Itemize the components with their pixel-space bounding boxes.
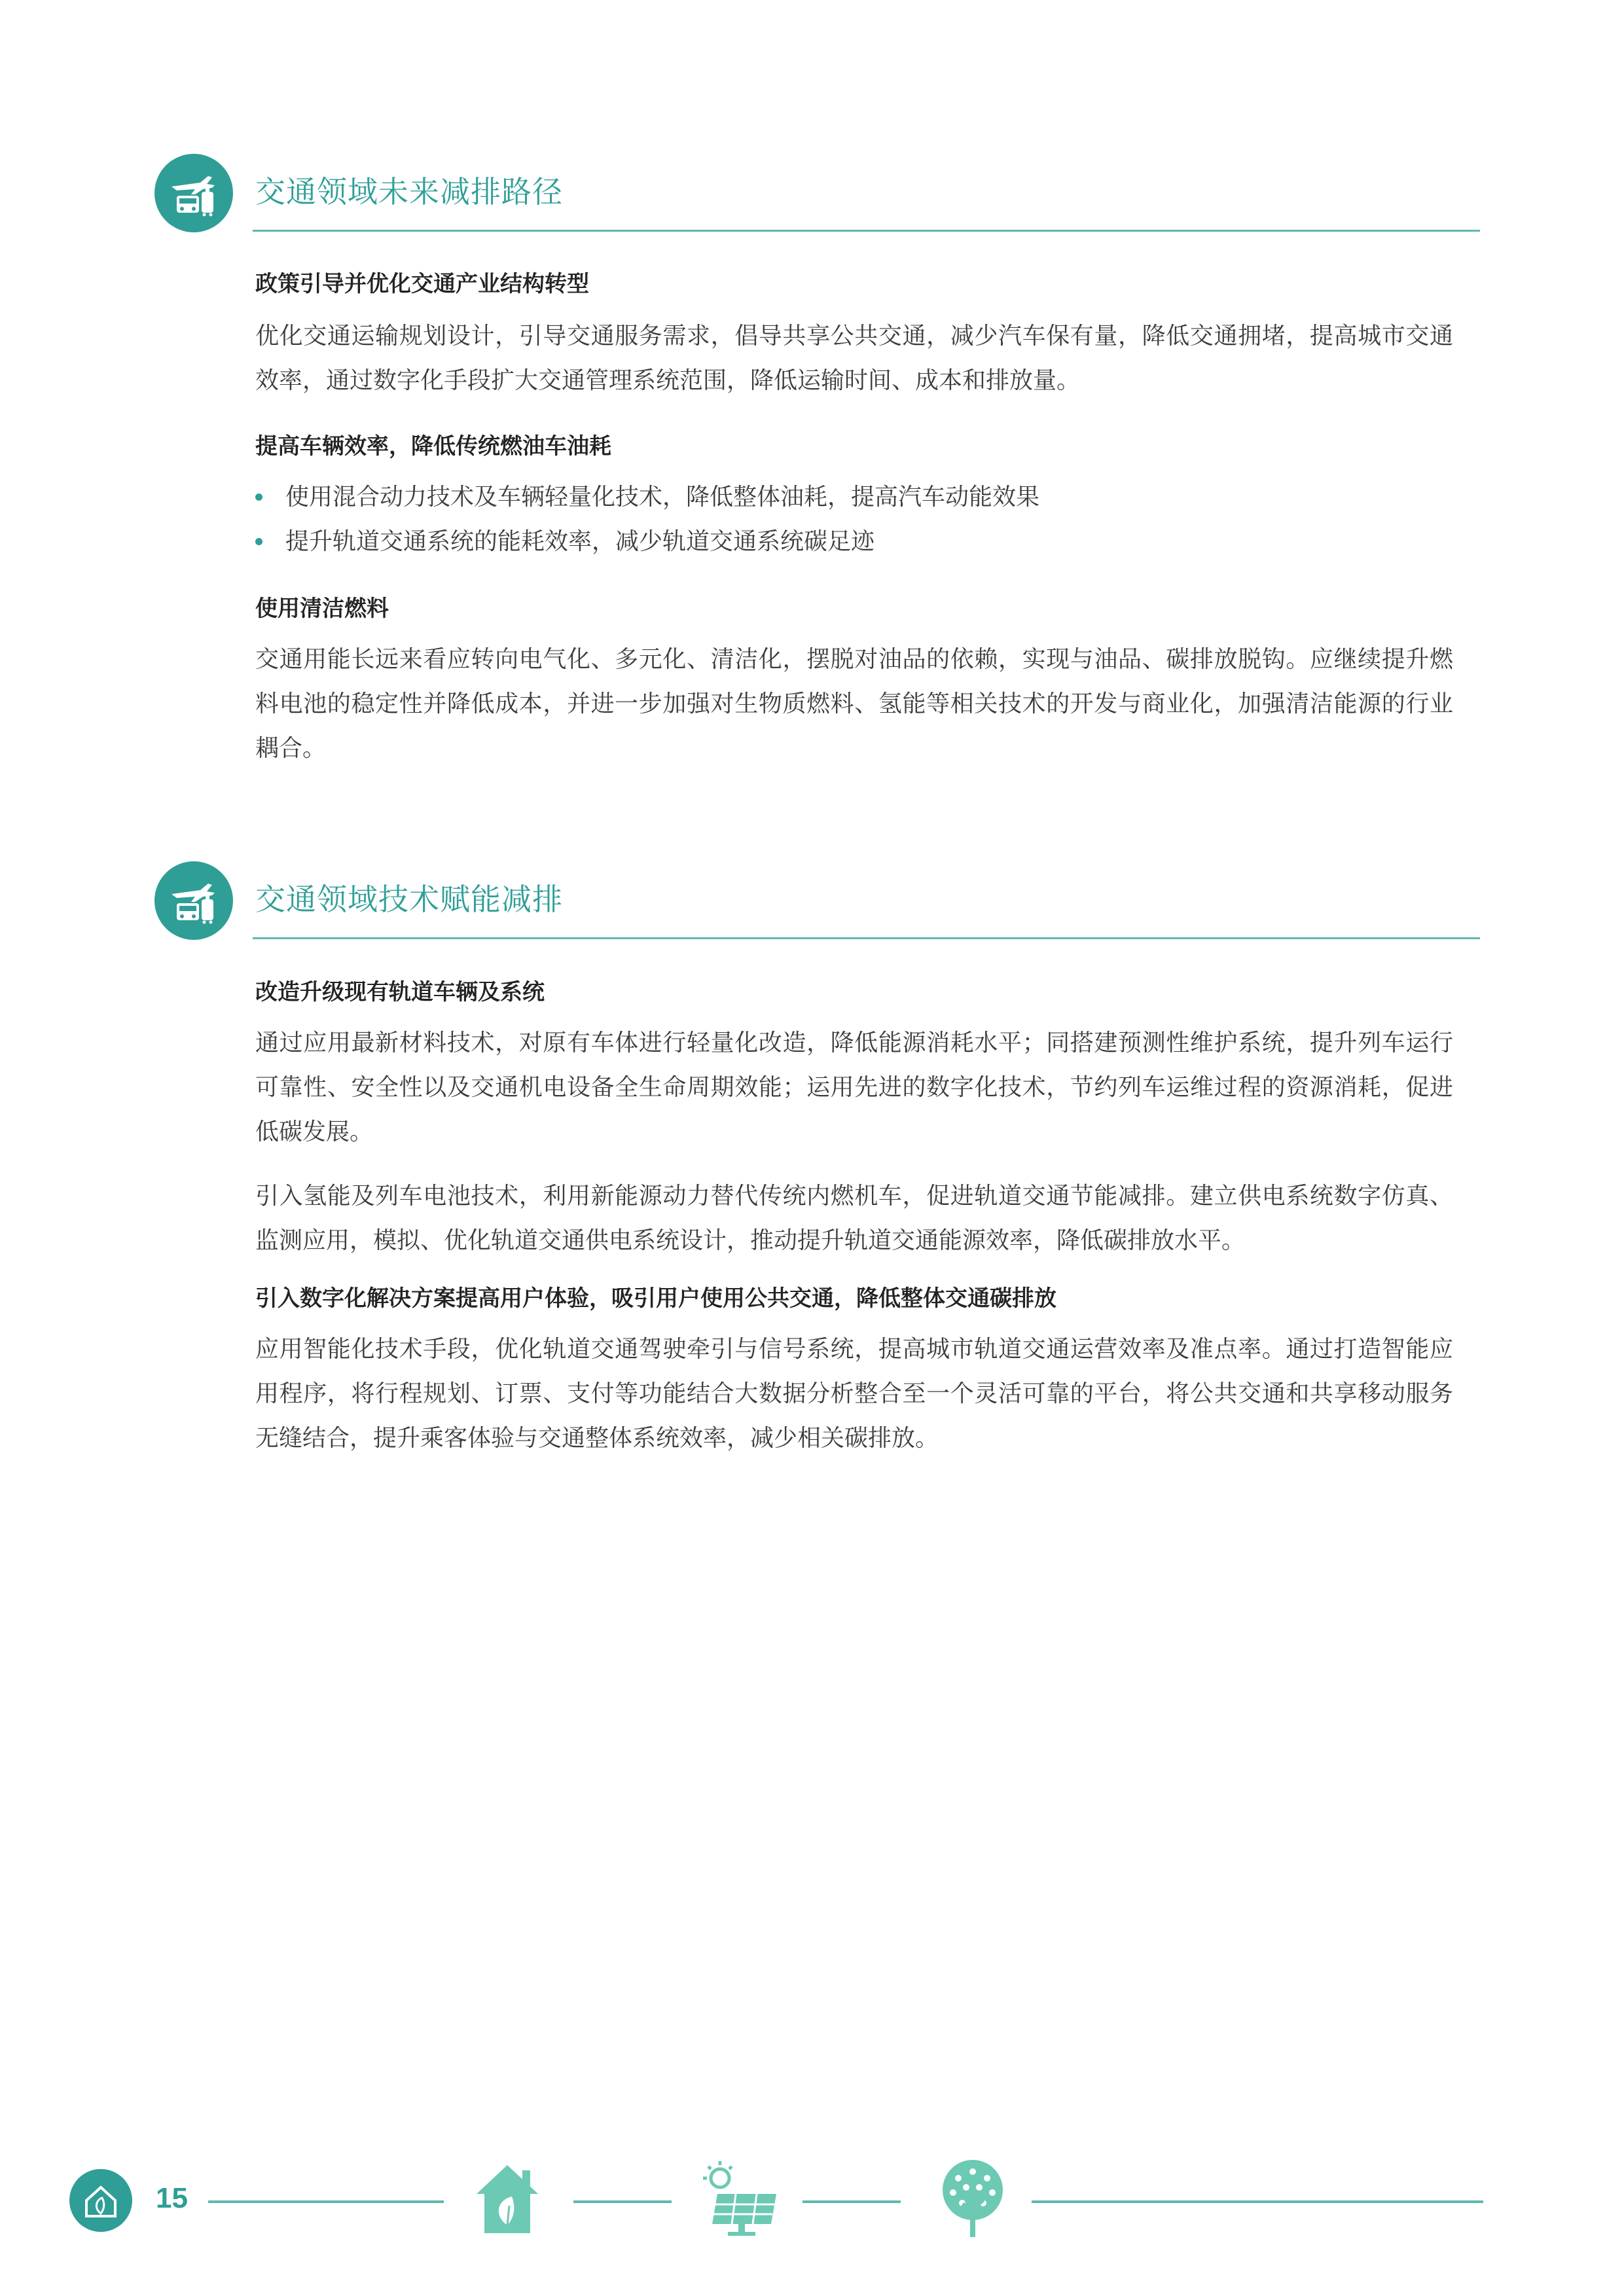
list-item [255, 522, 1453, 562]
transport-icon [154, 861, 233, 940]
footer-divider [803, 2200, 901, 2203]
page-number: 15 [156, 2182, 188, 2214]
paragraph-policy: 优化交通运输规划设计，引导交通服务需求，倡导共享公共交通，减少汽车保有量，降低交通拥堵，提高城市交通效率，通过数字化手段扩大交通管理系统范围，降低运输时间、成本和排放量。 [255, 323, 1453, 394]
bullet-dot [255, 538, 262, 545]
bullet-text: 使用混合动力技术及车辆轻量化技术，降低整体油耗，提高汽车动能效果 [285, 484, 1040, 511]
footer-divider [573, 2200, 672, 2203]
subheading-vehicle-efficiency: 提高车辆效率，降低传统燃油车油耗 [255, 433, 611, 459]
subheading-rail-upgrade: 改造升级现有轨道车辆及系统 [255, 979, 545, 1005]
footer-divider [1032, 2200, 1483, 2203]
solar-panel-icon [698, 2159, 783, 2242]
list-item [255, 478, 1453, 517]
transport-icon [154, 154, 233, 232]
section-title: 交通领域技术赋能减排 [255, 882, 563, 917]
subheading-policy: 政策引导并优化交通产业结构转型 [255, 271, 589, 297]
section-divider [253, 937, 1480, 939]
section-header [154, 154, 1480, 232]
bullet-dot [255, 493, 262, 501]
paragraph-clean-fuel: 交通用能长远来看应转向电气化、多元化、清洁化，摆脱对油品的依赖，实现与油品、碳排放脱钩。应继续提升燃料电池的稳定性并降低成本，并进一步加强对生物质燃料、氢能等相关技术的开发与商业化，加强清洁能源的行业耦合。 [255, 646, 1453, 762]
page-footer [0, 2153, 1624, 2265]
home-leaf-icon [69, 2169, 132, 2232]
bullet-text: 提升轨道交通系统的能耗效率，减少轨道交通系统碳足迹 [285, 528, 875, 555]
paragraph-rail-upgrade: 通过应用最新材料技术，对原有车体进行轻量化改造，降低能源消耗水平；同搭建预测性维护系统，提升列车运行可靠性、安全性以及交通机电设备全生命周期效能；运用先进的数字化技术，节约列车运维过程的资源消耗，促进低碳发展。 [255, 1030, 1453, 1145]
section-header [154, 861, 1480, 940]
paragraph-hydrogen: 引入氢能及列车电池技术，利用新能源动力替代传统内燃机车，促进轨道交通节能减排。建立供电系统数字仿真、监测应用，模拟、优化轨道交通供电系统设计，推动提升轨道交通能源效率，降低碳排放水平。 [255, 1183, 1453, 1254]
subheading-clean-fuel: 使用清洁燃料 [255, 596, 389, 622]
tree-icon [933, 2156, 1012, 2244]
section-divider [253, 230, 1480, 232]
house-leaf-icon [471, 2160, 543, 2241]
footer-divider [208, 2200, 444, 2203]
subheading-digital-solutions: 引入数字化解决方案提高用户体验，吸引用户使用公共交通，降低整体交通碳排放 [255, 1285, 1056, 1312]
section-title: 交通领域未来减排路径 [255, 174, 563, 209]
paragraph-digital-solutions: 应用智能化技术手段，优化轨道交通驾驶牵引与信号系统，提高城市轨道交通运营效率及准点率。通过打造智能应用程序，将行程规划、订票、支付等功能结合大数据分析整合至一个灵活可靠的平台，将公共交通和共享移动服务无缝结合，提升乘客体验与交通整体系统效率，减少相关碳排放。 [255, 1336, 1453, 1452]
